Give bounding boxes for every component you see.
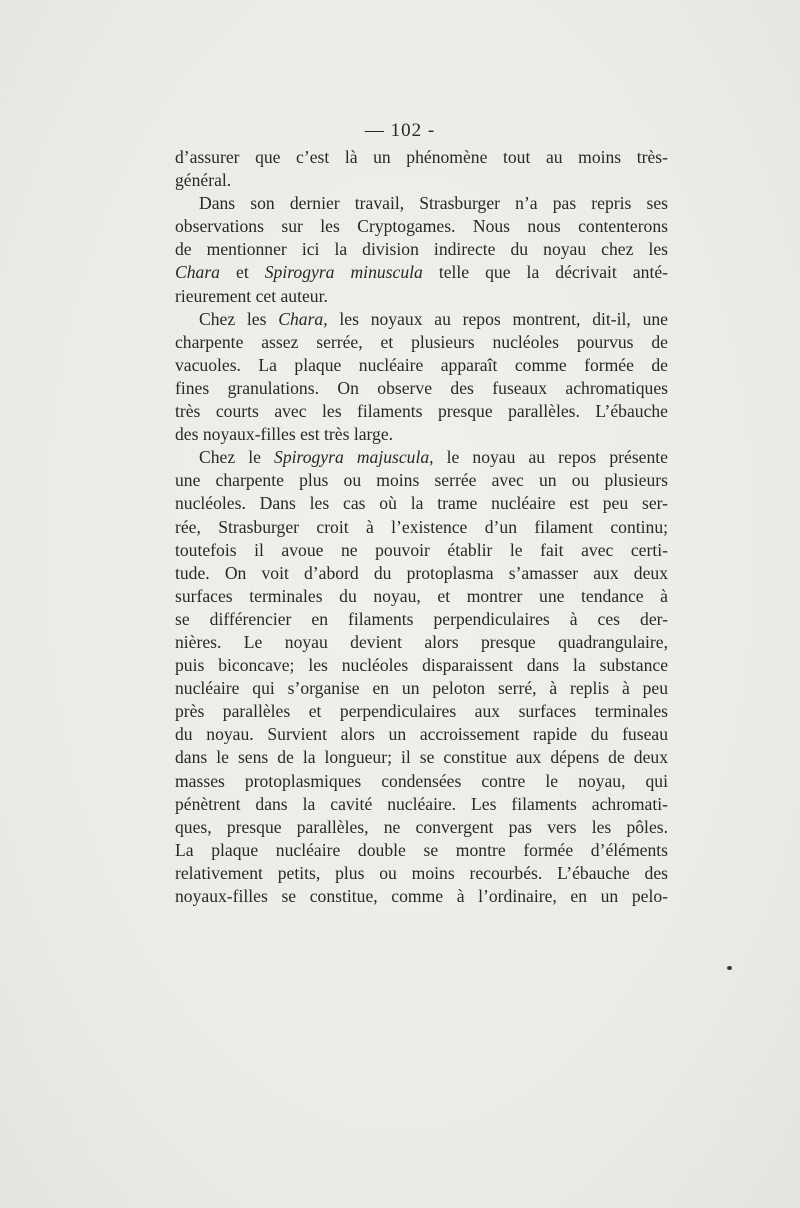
italic-text: Chara, xyxy=(278,308,328,329)
text-line xyxy=(175,446,668,469)
text-run: relativement petits, plus ou moins recourbés. L’ébauche des xyxy=(175,862,668,883)
text-run: Chez les xyxy=(199,308,279,329)
text-run: telle que la décrivait anté- xyxy=(422,262,668,283)
text-line xyxy=(175,677,668,700)
text-line xyxy=(175,585,668,608)
text-run: rée, Strasburger croit à l’existence d’un filament continu; xyxy=(175,516,668,537)
text-line xyxy=(175,700,668,723)
text-run: noyaux-filles se constitue, comme à l’ordinaire, en un pelo- xyxy=(175,886,668,906)
text-run: général. xyxy=(175,170,232,191)
text-run: Chez le xyxy=(199,447,275,468)
text-line xyxy=(175,839,668,862)
text-line xyxy=(175,215,668,238)
text-run: le noyau au repos présente xyxy=(433,447,668,468)
text-line xyxy=(175,331,668,354)
text-run: rieurement cet auteur. xyxy=(175,285,328,306)
text-run: pénètrent dans la cavité nucléaire. Les filaments achromati- xyxy=(175,793,668,814)
text-line xyxy=(175,746,668,769)
text-line xyxy=(175,793,668,816)
text-run: nucléoles. Dans les cas où la trame nucléaire est peu ser- xyxy=(175,493,668,514)
text-run: une charpente plus ou moins serrée avec un ou plusieurs xyxy=(175,470,668,491)
text-run: observations sur les Cryptogames. Nous nous contenterons xyxy=(175,216,668,237)
text-line xyxy=(175,539,668,562)
text-line xyxy=(175,862,668,885)
text-run: nières. Le noyau devient alors presque quadrangulaire, xyxy=(175,631,668,652)
text-line xyxy=(175,238,668,261)
text-line xyxy=(175,608,668,631)
text-line xyxy=(175,192,668,215)
text-line xyxy=(175,492,668,515)
text-line xyxy=(175,654,668,677)
text-line xyxy=(175,169,668,192)
text-line xyxy=(175,308,668,331)
text-run: La plaque nucléaire double se montre formée d’éléments xyxy=(175,839,668,860)
text-run: de mentionner ici la division indirecte du noyau chez les xyxy=(175,239,668,260)
text-run: vacuoles. La plaque nucléaire apparaît comme formée de xyxy=(175,354,668,375)
text-run: fines granulations. On observe des fuseaux achromatiques xyxy=(175,377,668,398)
text-line xyxy=(175,723,668,746)
text-line xyxy=(175,516,668,539)
text-run: se différencier en filaments perpendiculaires à ces der- xyxy=(175,608,668,629)
page-number: — 102 - xyxy=(364,120,436,141)
text-run: très courts avec les filaments presque parallèles. L’ébauche xyxy=(175,401,668,422)
text-line xyxy=(175,423,668,446)
text-run: charpente assez serrée, et plusieurs nucléoles pourvus de xyxy=(175,331,668,352)
text-run: du noyau. Survient alors un accroissement rapide du fuseau xyxy=(175,724,668,745)
text-line xyxy=(175,261,668,284)
text-line xyxy=(175,562,668,585)
text-run: puis biconcave; les nucléoles disparaissent dans la substance xyxy=(175,655,668,676)
italic-text: Spirogyra majuscula, xyxy=(274,447,434,468)
text-run: Dans son dernier travail, Strasburger n’a pas repris ses xyxy=(199,193,668,214)
text-run: tude. On voit d’abord du protoplasma s’amasser aux deux xyxy=(175,562,668,583)
body-text xyxy=(175,146,668,908)
text-line xyxy=(175,469,668,492)
text-line xyxy=(175,285,668,308)
text-line xyxy=(175,354,668,377)
text-run: ques, presque parallèles, ne convergent pas vers les pôles. xyxy=(175,816,668,837)
italic-text: Chara xyxy=(175,262,220,283)
ink-spot xyxy=(727,966,732,970)
text-line xyxy=(175,770,668,793)
text-run: surfaces terminales du noyau, et montrer une tendance à xyxy=(175,585,668,606)
text-line xyxy=(175,631,668,654)
text-run: les noyaux au repos montrent, dit-il, une xyxy=(327,308,668,329)
text-line xyxy=(175,400,668,423)
text-run: des noyaux-filles est très large. xyxy=(175,424,394,445)
text-run: et xyxy=(219,262,265,283)
text-line xyxy=(175,146,668,169)
text-line xyxy=(175,816,668,839)
text-run: d’assurer que c’est là un phénomène tout au moins très- xyxy=(175,147,668,167)
text-run: dans le sens de la longueur; il se constitue aux dépens de deux xyxy=(175,747,668,768)
italic-text: Spirogyra minuscula xyxy=(264,262,423,283)
text-run: près parallèles et perpendiculaires aux surfaces terminales xyxy=(175,701,668,722)
text-run: toutefois il avoue ne pouvoir établir le fait avec certi- xyxy=(175,539,668,560)
text-run: masses protoplasmiques condensées contre le noyau, qui xyxy=(175,770,668,791)
text-line xyxy=(175,885,668,908)
text-run: nucléaire qui s’organise en un peloton serré, à replis à peu xyxy=(175,678,668,699)
text-line xyxy=(175,377,668,400)
